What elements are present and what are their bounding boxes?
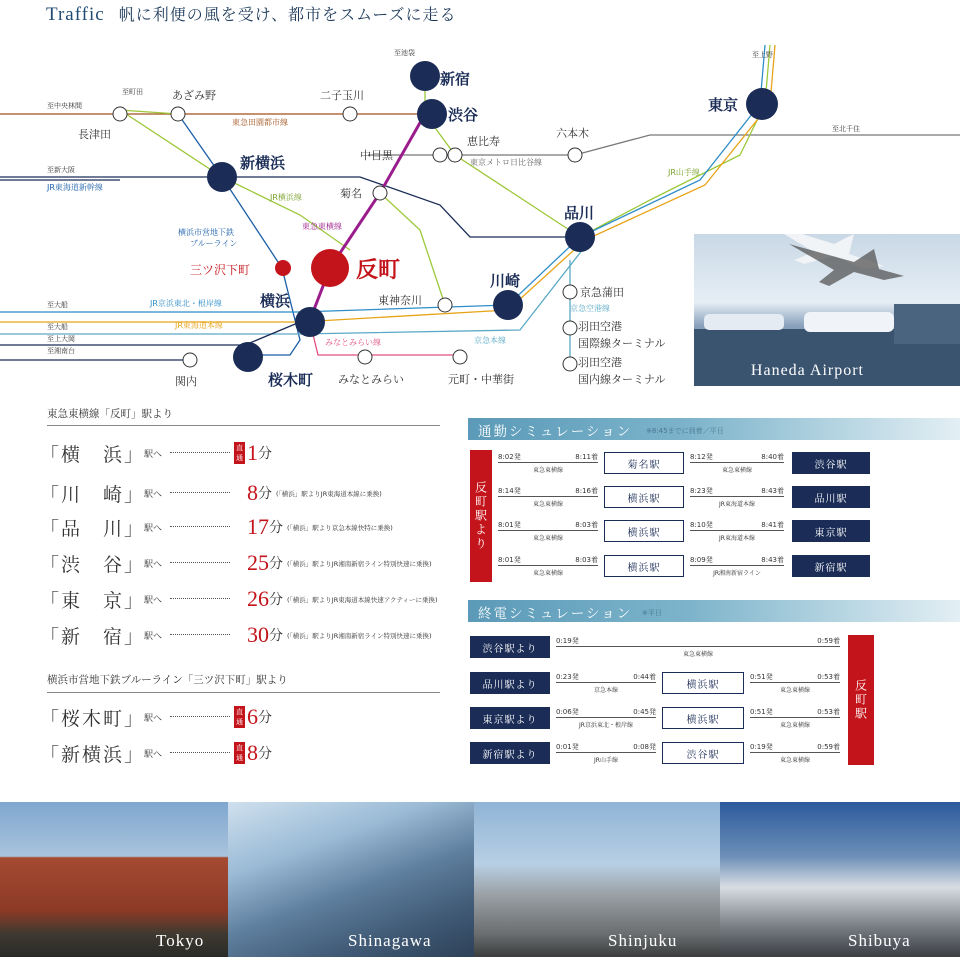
travel-from-sorimachi: 東急東横線「反町」駅より (47, 408, 173, 420)
dep-time: 8:12発 (690, 453, 713, 461)
dotted-leader (170, 634, 230, 635)
photo-shibuya (720, 802, 960, 957)
divider (47, 692, 440, 693)
station-mitsuzawa (275, 260, 291, 276)
station-shibuya (417, 99, 447, 129)
dir-shinosaka: 至新大阪 (47, 166, 75, 174)
dotted-leader (170, 526, 230, 527)
line-keikyu-main: 京急本線 (474, 336, 506, 345)
line-tokaido-main: JR東海道本線 (175, 321, 223, 330)
dir-ikebukuro: 至池袋 (394, 49, 415, 57)
dep-time: 8:23発 (690, 487, 713, 495)
station-sorimachi (311, 249, 349, 287)
travel-minutes: 25 (247, 550, 269, 575)
label-haneda-dom: 羽田空港 (578, 356, 622, 369)
line-keikyu-airport: 京急空港線 (570, 304, 610, 313)
photo-shinjuku (474, 802, 720, 957)
arr-time: 0:59着 (817, 743, 840, 751)
route-line (690, 565, 784, 566)
line-hibiya: 東京メトロ日比谷線 (470, 158, 542, 167)
travel-station: 「新横浜」 (40, 743, 146, 766)
travel-from-mitsuzawa: 横浜市営地下鉄ブルーライン「三ツ沢下町」駅より (47, 674, 288, 686)
arr-time: 8:03着 (575, 521, 598, 529)
label-ebisu: 恵比寿 (467, 135, 500, 148)
travel-suffix: 駅へ (144, 749, 163, 760)
dir-machida: 至町田 (122, 88, 143, 96)
line-name: 京急本線 (593, 687, 618, 694)
dir-kamiooka: 至上大岡 (47, 335, 75, 343)
dep-time: 0:06発 (556, 708, 579, 716)
label-kannai: 関内 (175, 375, 197, 388)
label-haneda-intl-2: 国際線ターミナル (578, 337, 666, 350)
station-shinagawa (565, 222, 595, 252)
line-name: JR東海道本線 (719, 501, 755, 508)
travel-row (40, 702, 272, 732)
arr-time: 8:43着 (761, 487, 784, 495)
label-keikyukamata: 京急蒲田 (580, 286, 624, 299)
travel-row (40, 620, 432, 650)
destination-station: 品川駅 (792, 486, 870, 508)
travel-suffix: 駅へ (144, 631, 163, 642)
travel-station: 「品 川」 (40, 517, 146, 540)
travel-unit: 分 (258, 486, 272, 502)
arr-time: 8:03着 (575, 556, 598, 564)
transfer-station: 横浜駅 (662, 707, 744, 729)
travel-suffix: 駅へ (144, 449, 163, 460)
travel-minutes: 17 (247, 514, 269, 539)
dotted-leader (170, 752, 230, 753)
travel-minutes: 1 (247, 440, 258, 465)
origin-station: 品川駅より (470, 672, 550, 694)
travel-row (40, 548, 432, 578)
arr-time: 0:45発 (633, 708, 656, 716)
route-line (498, 530, 598, 531)
destination-station: 東京駅 (792, 520, 870, 542)
arr-time: 0:44着 (633, 673, 656, 681)
photo-label-shinjuku: Shinjuku (608, 931, 678, 950)
photo-tokyo (0, 802, 228, 957)
travel-station: 「渋 谷」 (40, 553, 146, 576)
line-name: 東急東横線 (682, 651, 713, 658)
commute-from: 反町駅より (470, 450, 492, 582)
commute-seg2 (690, 486, 784, 510)
line-toyoko: 東急東横線 (302, 222, 342, 231)
line-blueline-2: ブルーライン (190, 239, 238, 248)
label-yokohama: 横浜 (260, 292, 291, 310)
haneda-photo (694, 234, 960, 386)
direct-badge: 直通 (236, 744, 243, 762)
transfer-station: 横浜駅 (662, 672, 744, 694)
label-kikuna: 菊名 (340, 187, 362, 200)
direct-badge: 直通 (236, 708, 243, 726)
station-kawasaki (493, 290, 523, 320)
travel-suffix: 駅へ (144, 489, 163, 500)
photo-shinagawa (228, 802, 474, 957)
commute-seg1 (498, 486, 598, 510)
commute-seg1 (498, 452, 598, 476)
lasttrain-title: 終電シミュレーション (478, 606, 633, 622)
travel-note: (「横浜」駅よりJR東海道本線快速アクティーに乗換) (287, 595, 438, 604)
line-tokaido-shinkansen: JR東海道新幹線 (47, 183, 103, 192)
dotted-leader (170, 716, 230, 717)
station-sakuragicho (233, 342, 263, 372)
dep-time: 8:02発 (498, 453, 521, 461)
station-shinyokohama (207, 162, 237, 192)
arr-time: 0:59着 (817, 637, 840, 645)
dep-time: 0:51発 (750, 673, 773, 681)
label-roppongi: 六本木 (556, 127, 589, 140)
lasttrain-sub: ※平日 (642, 609, 662, 617)
lasttrain-to: 反町駅 (848, 635, 874, 765)
travel-suffix: 駅へ (144, 523, 163, 534)
lasttrain-seg (556, 636, 840, 660)
travel-unit: 分 (269, 556, 283, 572)
route-line (498, 565, 598, 566)
dotted-leader (170, 492, 230, 493)
travel-unit: 分 (258, 746, 272, 762)
arr-time: 8:11着 (575, 453, 598, 461)
commute-title: 通勤シミュレーション (478, 424, 633, 440)
line-blueline-1: 横浜市営地下鉄 (178, 228, 234, 237)
destination-station: 新宿駅 (792, 555, 870, 577)
label-azamino: あざみ野 (172, 89, 216, 102)
travel-suffix: 駅へ (144, 713, 163, 724)
lasttrain-seg2 (750, 672, 840, 696)
transfer-station: 渋谷駅 (662, 742, 744, 764)
line-keihin-tohoku: JR京浜東北・根岸線 (150, 299, 222, 308)
lasttrain-seg2 (750, 707, 840, 731)
commute-seg2 (690, 520, 784, 544)
dotted-leader (170, 562, 230, 563)
travel-minutes: 30 (247, 622, 269, 647)
dep-time: 0:19発 (750, 743, 773, 751)
transfer-station: 横浜駅 (604, 520, 684, 542)
dep-time: 8:01発 (498, 556, 521, 564)
travel-unit: 分 (258, 446, 272, 462)
direct-badge: 直通 (236, 444, 243, 462)
label-tokyo: 東京 (708, 96, 739, 114)
travel-station: 「新 宿」 (40, 625, 146, 648)
travel-unit: 分 (269, 592, 283, 608)
lasttrain-seg2 (750, 742, 840, 766)
line-name: JR東海道本線 (719, 535, 755, 542)
dir-ofuna2: 至大船 (47, 323, 68, 331)
line-name: 東急東横線 (721, 467, 752, 474)
arr-time: 8:41着 (761, 521, 784, 529)
travel-minutes: 8 (247, 480, 258, 505)
line-yamanote: JR山手線 (668, 168, 700, 177)
travel-note: (「横浜」駅よりJR東海道本線に乗換) (276, 489, 382, 498)
route-line (498, 496, 598, 497)
dep-time: 0:19発 (556, 637, 579, 645)
travel-row (40, 438, 276, 468)
line-name: 東急東横線 (779, 757, 810, 764)
travel-suffix: 駅へ (144, 559, 163, 570)
label-nakameguro: 中目黒 (360, 149, 393, 162)
label-motomachi: 元町・中華街 (448, 373, 514, 386)
arr-time: 8:40着 (761, 453, 784, 461)
label-sakuragicho: 桜木町 (268, 371, 314, 389)
line-name: 東急東横線 (779, 722, 810, 729)
dotted-leader (170, 452, 230, 453)
route-line (690, 496, 784, 497)
dep-time: 8:09発 (690, 556, 713, 564)
dir-chuorinkan: 至中央林間 (47, 102, 82, 110)
label-shinjuku: 新宿 (440, 70, 471, 88)
line-name: 東急東横線 (779, 687, 810, 694)
line-name: 東急東横線 (532, 467, 563, 474)
travel-unit: 分 (269, 520, 283, 536)
transfer-station: 菊名駅 (604, 452, 684, 474)
haneda-label: Haneda Airport (750, 362, 864, 379)
dir-ueno: 至上野 (752, 51, 773, 59)
destination-station: 渋谷駅 (792, 452, 870, 474)
photo-label-shinagawa: Shinagawa (348, 931, 432, 950)
arr-time: 0:53着 (817, 673, 840, 681)
lasttrain-seg1 (556, 672, 656, 696)
station-yokohama (295, 307, 325, 337)
line-name: JR京浜東北・根岸線 (579, 722, 633, 729)
origin-station: 東京駅より (470, 707, 550, 729)
divider (47, 425, 440, 426)
travel-suffix: 駅へ (144, 595, 163, 606)
travel-station: 「川 崎」 (40, 483, 146, 506)
travel-row (40, 738, 272, 768)
commute-seg2 (690, 452, 784, 476)
travel-row (40, 512, 393, 542)
origin-station: 渋谷駅より (470, 636, 550, 658)
page-header (46, 2, 457, 28)
lasttrain-seg1 (556, 707, 656, 731)
dotted-leader (170, 598, 230, 599)
dep-time: 0:01発 (556, 743, 579, 751)
label-haneda-dom-2: 国内線ターミナル (578, 373, 666, 386)
dep-time: 0:23発 (556, 673, 579, 681)
line-minatomirai: みなとみらい線 (325, 338, 381, 347)
commute-seg1 (498, 520, 598, 544)
header-title-jp: 帆に利便の風を受け、都市をスムーズに走る (118, 5, 457, 24)
line-name: 東急東横線 (532, 570, 563, 577)
travel-minutes: 6 (247, 704, 258, 729)
lasttrain-seg1 (556, 742, 656, 766)
arr-time: 0:53着 (817, 708, 840, 716)
travel-station: 「横 浜」 (40, 443, 146, 466)
label-mitsuzawa: 三ツ沢下町 (190, 263, 251, 277)
label-kawasaki: 川崎 (490, 272, 521, 290)
line-name: JR山手線 (594, 757, 618, 764)
commute-header (468, 418, 960, 440)
line-name: 東急東横線 (532, 535, 563, 542)
commute-seg2 (690, 555, 784, 579)
photo-label-tokyo: Tokyo (156, 931, 205, 950)
arr-time: 0:08発 (633, 743, 656, 751)
route-line (498, 462, 598, 463)
dep-time: 8:01発 (498, 521, 521, 529)
transfer-station: 横浜駅 (604, 555, 684, 577)
travel-unit: 分 (258, 710, 272, 726)
dep-time: 8:10発 (690, 521, 713, 529)
line-name: 東急東横線 (532, 501, 563, 508)
travel-station: 「東 京」 (40, 589, 146, 612)
label-haneda-intl: 羽田空港 (578, 320, 622, 333)
route-line (750, 682, 840, 683)
origin-station: 新宿駅より (470, 742, 550, 764)
transfer-station: 横浜駅 (604, 486, 684, 508)
station-tokyo (746, 88, 778, 120)
travel-note: (「横浜」駅より京急本線快特に乗換) (287, 523, 393, 532)
label-shinagawa: 品川 (564, 204, 595, 222)
label-shibuya: 渋谷 (448, 106, 479, 124)
label-sorimachi: 反町 (356, 258, 401, 283)
route-line (556, 752, 656, 753)
arr-time: 8:16着 (575, 487, 598, 495)
route-line (690, 462, 784, 463)
label-higashikanagawa: 東神奈川 (378, 294, 422, 307)
commute-seg1 (498, 555, 598, 579)
label-futakotamagawa: 二子玉川 (320, 89, 364, 102)
travel-note: (「横浜」駅よりJR湘南新宿ライン特別快速に乗換) (287, 631, 432, 640)
line-yokohama: JR横浜線 (270, 193, 302, 202)
header-title-en: Traffic (46, 4, 105, 25)
travel-minutes: 26 (247, 586, 269, 611)
commute-sub: ※8:45までに到着／平日 (646, 427, 724, 435)
route-line (750, 717, 840, 718)
route-line (750, 752, 840, 753)
lasttrain-header (468, 600, 960, 622)
travel-unit: 分 (269, 628, 283, 644)
line-denentoshi: 東急田園都市線 (232, 118, 288, 127)
dir-kitasenju: 至北千住 (832, 125, 860, 133)
station-shinjuku (410, 61, 440, 91)
dir-shonandai: 至湘南台 (47, 347, 75, 355)
label-shinyokohama: 新横浜 (240, 154, 286, 172)
arr-time: 8:43着 (761, 556, 784, 564)
route-line (690, 530, 784, 531)
label-nagatsuta: 長津田 (78, 128, 111, 141)
route-line (556, 682, 656, 683)
route-line (556, 646, 840, 647)
travel-station: 「桜木町」 (40, 707, 146, 730)
dep-time: 0:51発 (750, 708, 773, 716)
dep-time: 8:14発 (498, 487, 521, 495)
travel-row (40, 478, 382, 508)
line-name: JR湘南新宿ライン (713, 570, 761, 577)
label-minatomirai: みなとみらい (338, 373, 404, 386)
travel-note: (「横浜」駅よりJR湘南新宿ライン特別快速に乗換) (287, 559, 432, 568)
photo-label-shibuya: Shibuya (848, 931, 911, 950)
dir-ofuna1: 至大船 (47, 301, 68, 309)
travel-minutes: 8 (247, 740, 258, 765)
route-line (556, 717, 656, 718)
travel-row (40, 584, 438, 614)
